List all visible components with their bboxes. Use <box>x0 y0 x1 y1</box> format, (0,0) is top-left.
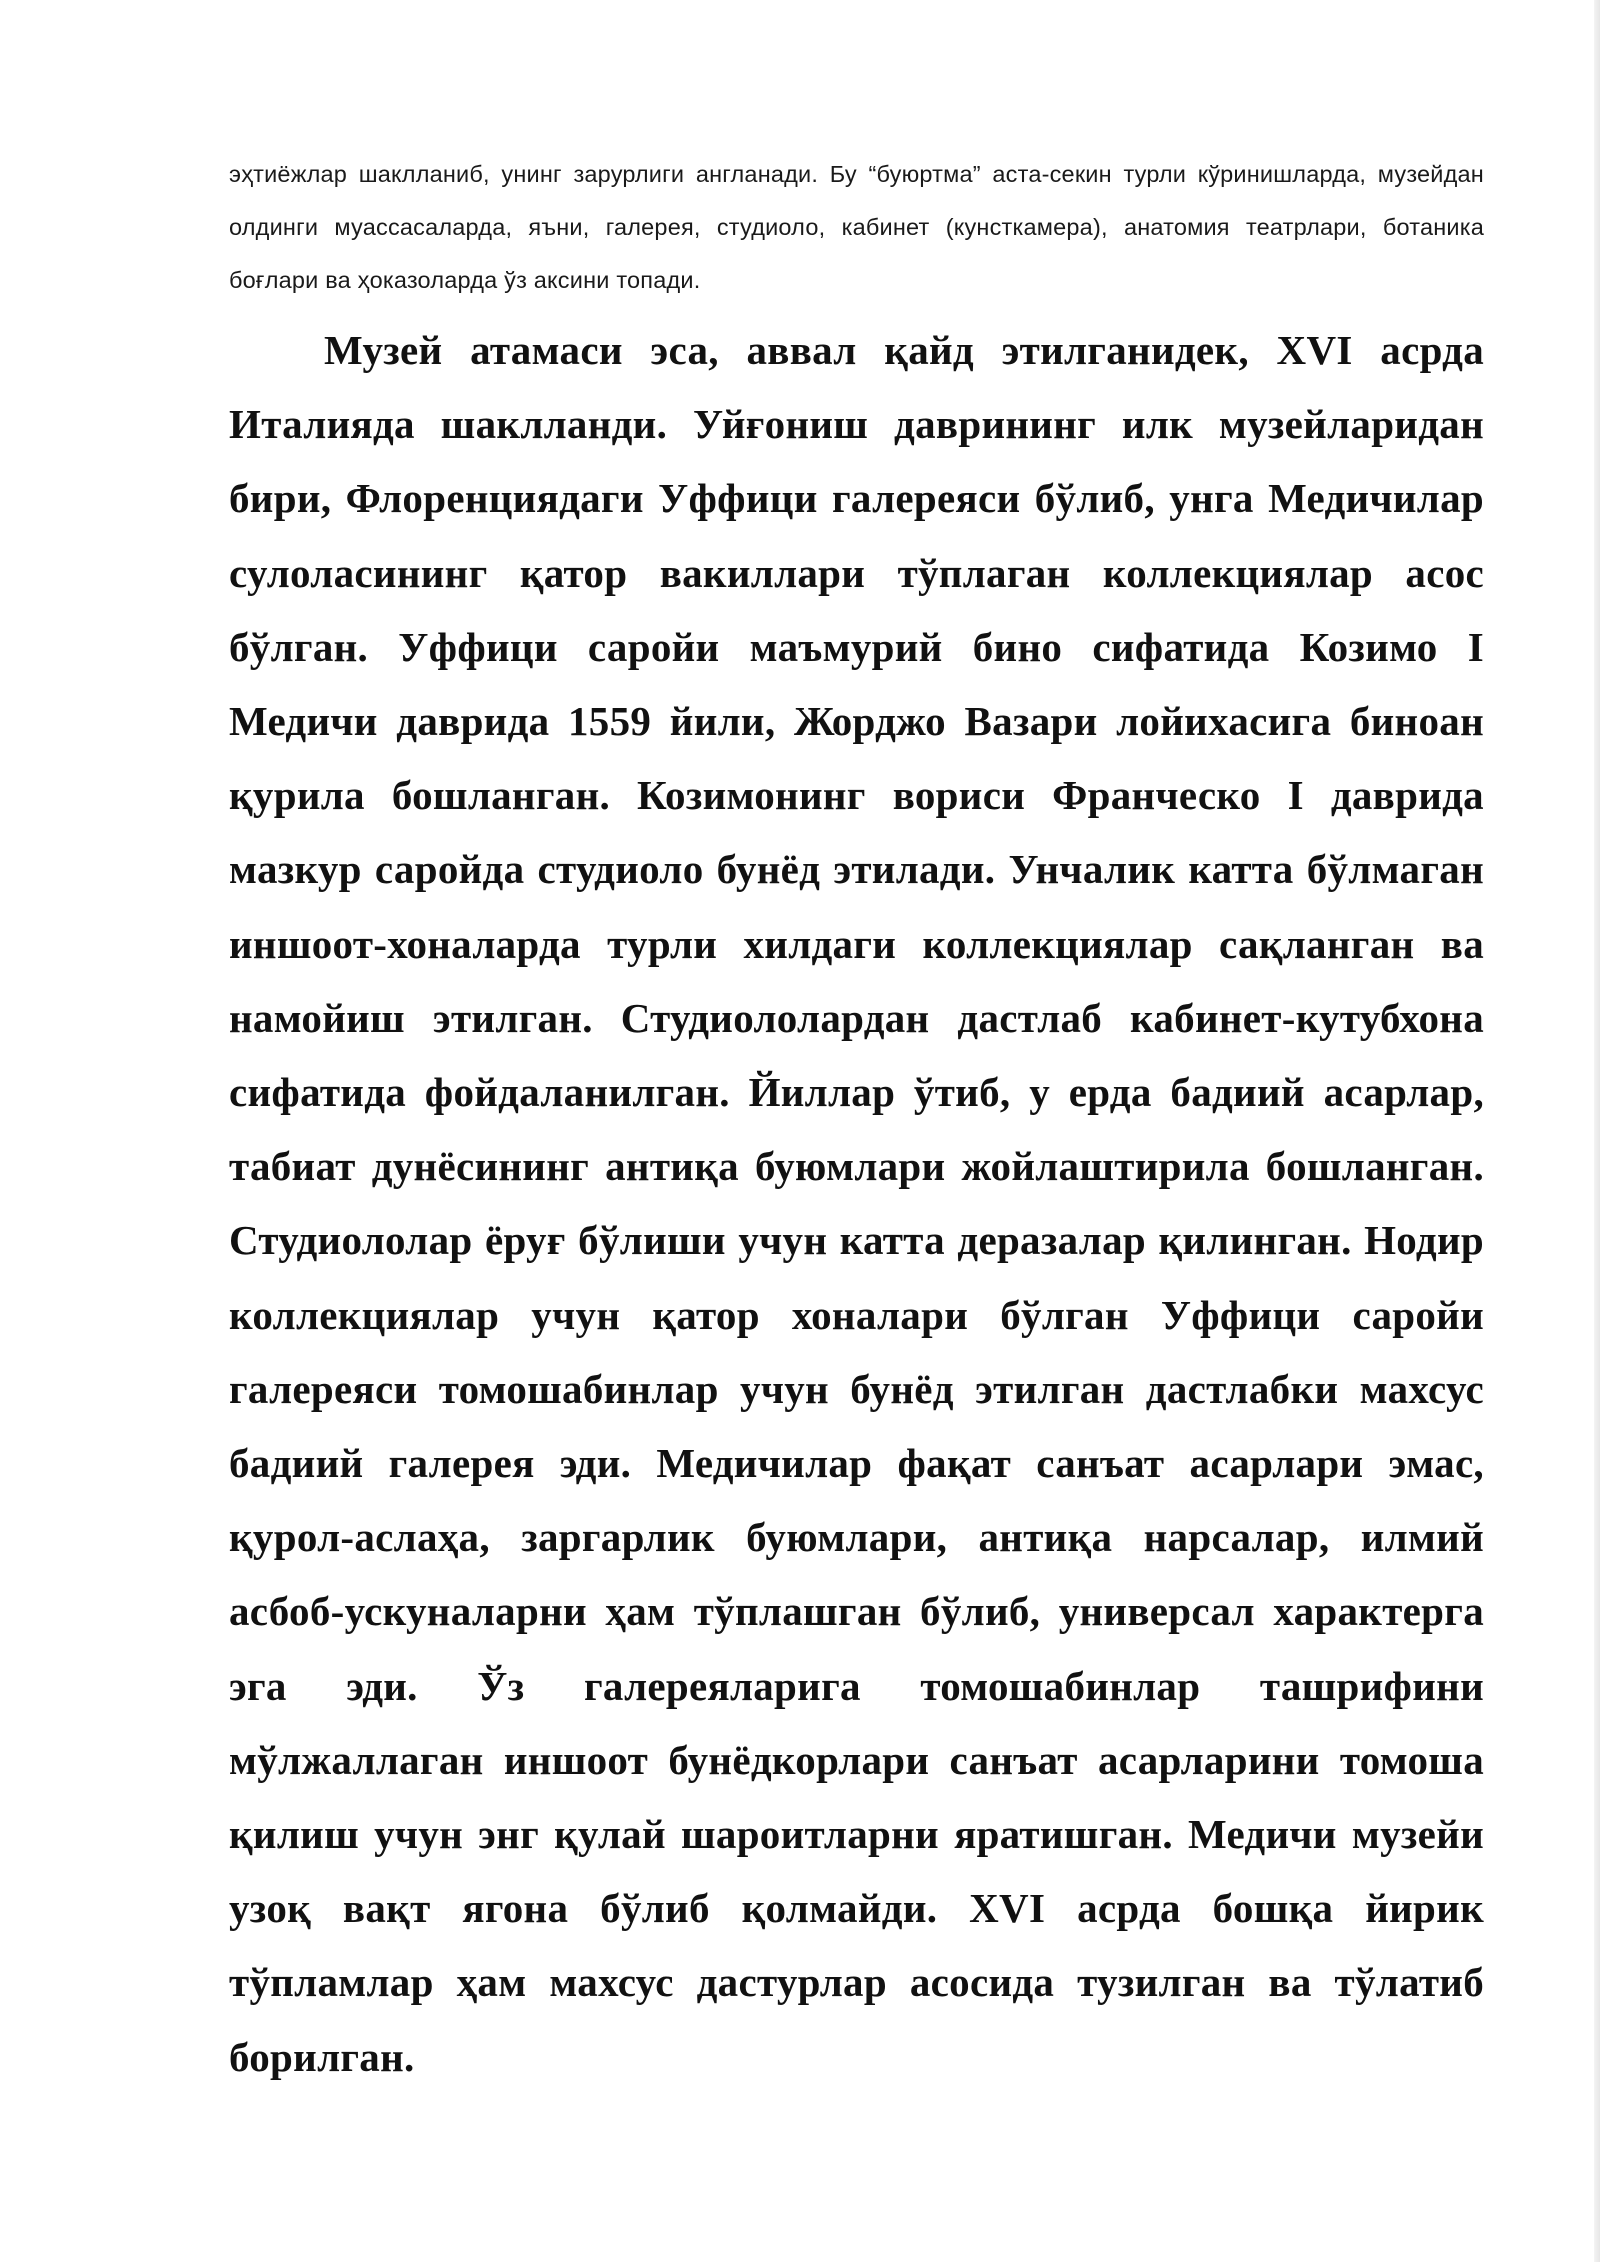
lead-paragraph: эҳтиёжлар шаклланиб, унинг зарурлиги англанади. Бу “буюртма” аста-секин турли кўринишларда, музейдан олдинги муассасаларда, яъни, галерея, студиоло, кабинет (кунсткамера), анатомия театрлари, ботаника боғлари ва ҳоказоларда ўз аксини топади. <box>229 161 1484 293</box>
page-edge-shadow <box>1594 0 1600 2262</box>
main-paragraph: Музей атамаси эса, аввал қайд этилганидек, XVI асрда Италияда шаклланди. Уйғониш даврининг илк музейларидан бири, Флоренциядаги Уффици галереяси бўлиб, унга Медичилар сулоласининг қатор вакиллари тўплаган коллекциялар асос бўлган. Уффици саройи маъмурий бино сифатида Козимо I Медичи даврида 1559 йили, Жорджо Вазари лойихасига биноан қурила бошланган. Козимонинг вориси Франческо I даврида мазкур саройда студиоло бунёд этилади. Унчалик катта бўлмаган иншоот-хоналарда турли хилдаги коллекциялар сақланган ва намойиш этилган. Студиололардан дастлаб кабинет-кутубхона сифатида фойдаланилган. Йиллар ўтиб, у ерда бадиий асарлар, табиат дунёсининг антиқа буюмлари жойлаштирила бошланган. Студиололар ёруғ бўлиши учун катта деразалар қилинган. Нодир коллекциялар учун қатор хоналари бўлган Уффици саройи галереяси томошабинлар учун бунёд этилган дастлабки махсус бадиий галерея эди. Медичилар фақат санъат асарлари эмас, қурол-аслаҳа, заргарлик буюмлари, антиқа нарсалар, илмий асбоб-ускуналарни ҳам тўплашган бўлиб, универсал характерга эга эди. Ўз галереяларига томошабинлар ташрифини мўлжаллаган иншоот бунёдкорлари санъат асарларини томоша қилиш учун энг қулай шароитларни яратишган. Медичи музейи узоқ вақт ягона бўлиб қолмайди. XVI асрда бошқа йирик тўпламлар ҳам махсус дастурлар асосида тузилган ва тўлатиб борилган. <box>229 327 1484 2080</box>
